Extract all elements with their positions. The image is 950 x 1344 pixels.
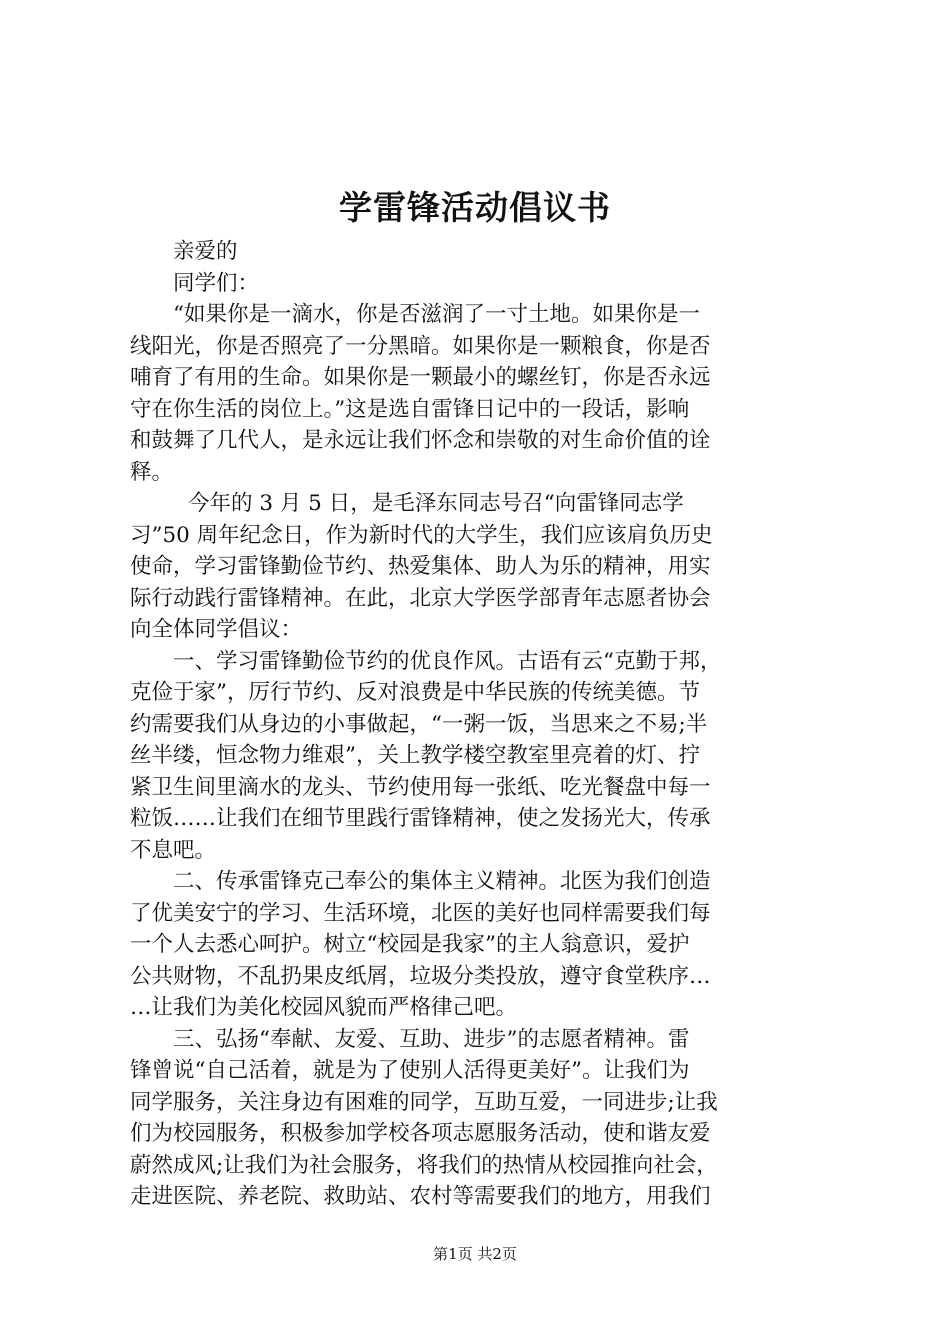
- text-line: 粒饭……让我们在细节里践行雷锋精神，使之发扬光大，传承: [130, 806, 711, 831]
- text-line: 际行动践行雷锋精神。在此，北京大学医学部青年志愿者协会: [130, 585, 711, 611]
- text-line: “如果你是一滴水，你是否滋润了一寸土地。如果你是一: [173, 302, 700, 327]
- text-line: 线阳光，你是否照亮了一分黑暗。如果你是一颗粮食，你是否: [130, 333, 711, 359]
- document-title: 学雷锋活动倡议书: [339, 188, 611, 227]
- text-line: 哺育了有用的生命。如果你是一颗最小的螺丝钉，你是否永远: [130, 365, 711, 390]
- text-line: 向全体同学倡议：: [130, 617, 303, 642]
- text-line: 不息吧。: [130, 837, 217, 863]
- text-line: …让我们为美化校园风貌而严格律己吧。: [130, 995, 518, 1020]
- text-line: 今年的 3 月 5 日，是毛泽东同志号召“向雷锋同志学: [188, 491, 684, 516]
- text-line: 二、传承雷锋克己奉公的集体主义精神。北医为我们创造: [173, 869, 711, 894]
- text-line: 了优美安宁的学习、生活环境，北医的美好也同样需要我们每: [130, 900, 711, 926]
- text-line: 蔚然成风;让我们为社会服务，将我们的热情从校园推向社会，: [130, 1152, 718, 1178]
- text-line: 克俭于家”，厉行节约、反对浪费是中华民族的传统美德。节: [130, 680, 700, 705]
- text-line: 和鼓舞了几代人，是永远让我们怀念和崇敬的对生命价值的诠: [130, 428, 711, 453]
- text-line: 习”50 周年纪念日，作为新时代的大学生，我们应该肩负历史: [130, 522, 713, 548]
- text-line: 同学服务，关注身边有困难的同学，互助互爱，一同进步;让我: [130, 1089, 718, 1115]
- page-footer: 第1页 共2页: [433, 1245, 517, 1263]
- text-line: 公共财物，不乱扔果皮纸屑，垃圾分类投放，遵守食堂秩序…: [130, 963, 711, 989]
- text-line: 走进医院、养老院、救助站、农村等需要我们的地方，用我们: [130, 1184, 711, 1209]
- document-body: [130, 236, 835, 1213]
- text-line: 守在你生活的岗位上。”这是选自雷锋日记中的一段话，影响: [130, 396, 690, 422]
- text-line: 丝半缕，恒念物力维艰”，关上教学楼空教室里亮着的灯、拧: [130, 743, 700, 768]
- text-line: 释。: [130, 459, 174, 485]
- text-line: 三、弘扬“奉献、友爱、互助、进步”的志愿者精神。雷: [173, 1026, 690, 1052]
- text-line: 亲爱的: [173, 239, 238, 264]
- text-line: 一个人去悉心呵护。树立“校园是我家”的主人翁意识，爱护: [130, 932, 690, 957]
- text-line: 约需要我们从身边的小事做起，“一粥一饭，当思来之不易;半: [130, 711, 708, 737]
- text-line: 锋曾说“自己活着，就是为了使别人活得更美好”。让我们为: [130, 1058, 690, 1083]
- text-line: 们为校园服务，积极参加学校各项志愿服务活动，使和谐友爱: [130, 1121, 711, 1146]
- text-line: 一、学习雷锋勤俭节约的优良作风。古语有云“克勤于邦，: [173, 648, 722, 674]
- text-line: 同学们：: [173, 270, 260, 296]
- text-line: 使命，学习雷锋勤俭节约、热爱集体、助人为乐的精神，用实: [130, 554, 711, 579]
- text-line: 紧卫生间里滴水的龙头、节约使用每一张纸、吃光餐盘中每一: [130, 774, 711, 800]
